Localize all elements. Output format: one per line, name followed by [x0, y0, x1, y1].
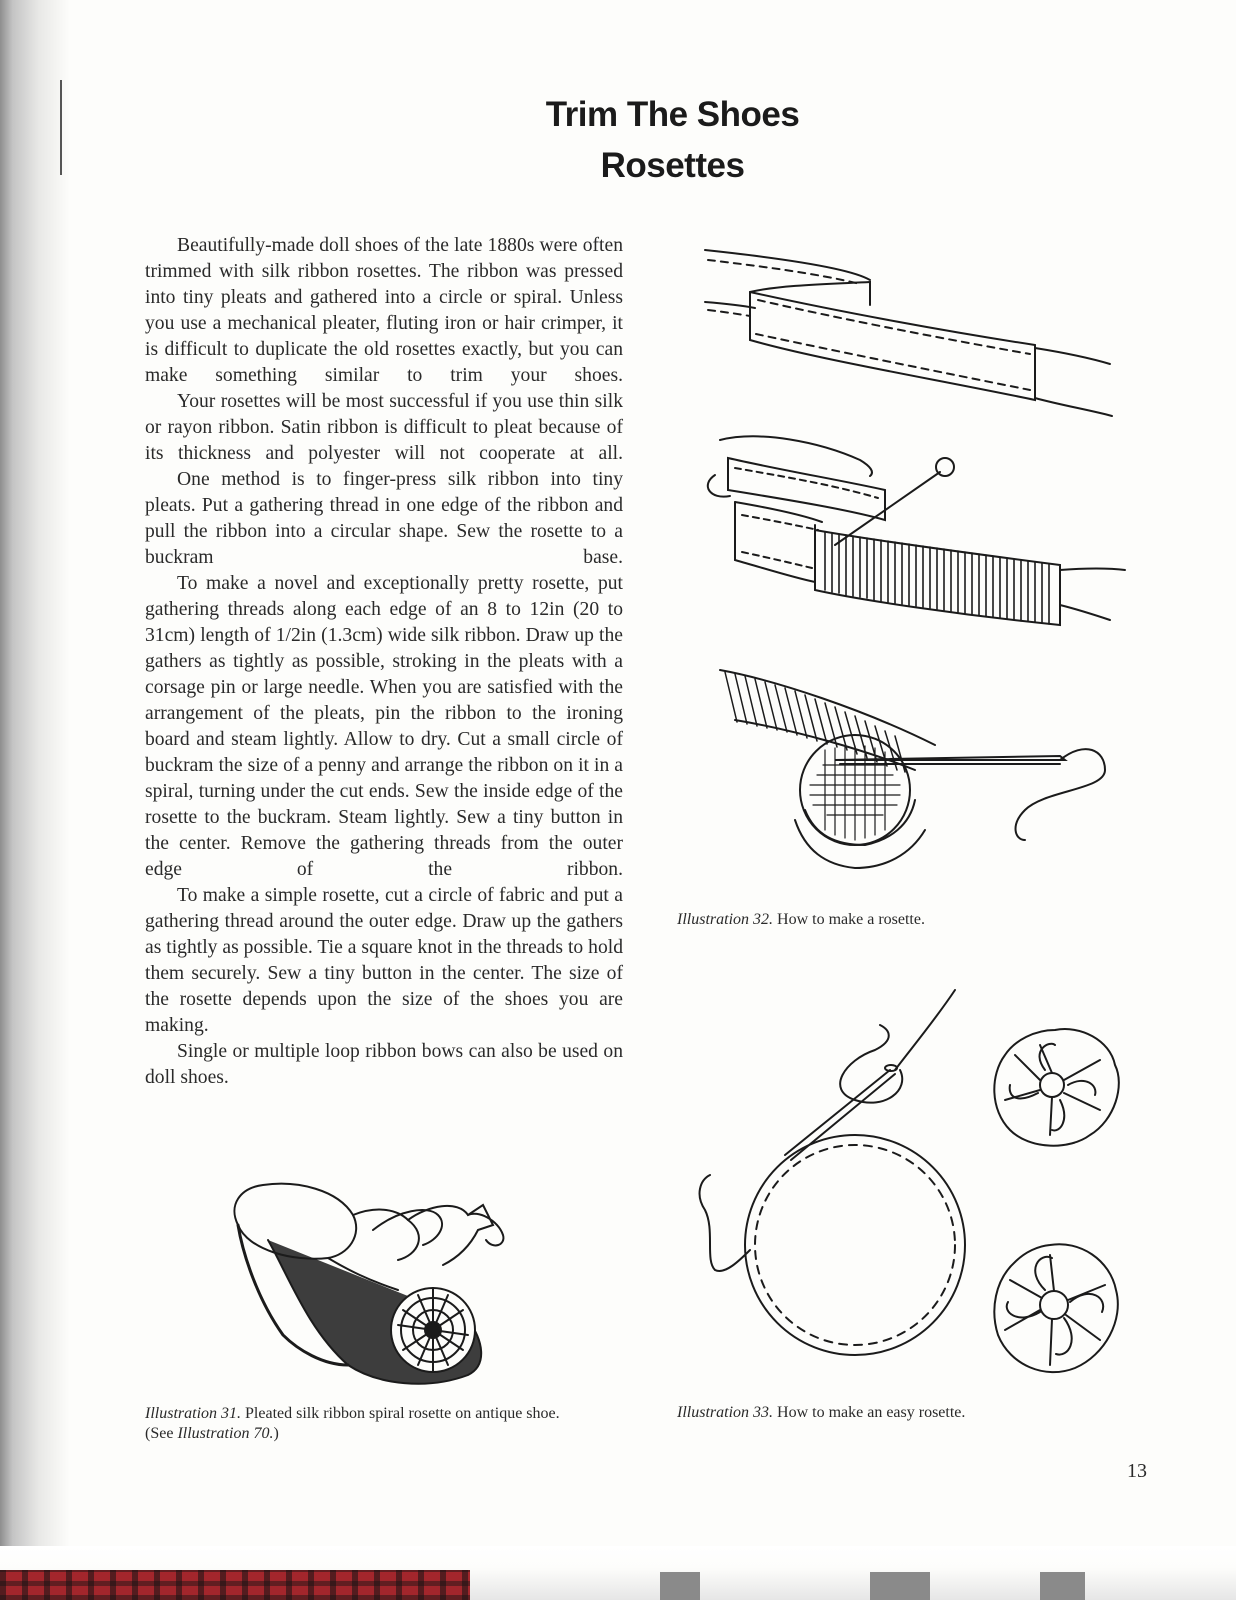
- page-subtitle: Rosettes: [600, 146, 745, 185]
- caption-text: How to make an easy rosette.: [777, 1404, 966, 1421]
- ribbon-folded-icon: [700, 240, 1120, 420]
- illustration-33-caption: [677, 1403, 965, 1423]
- background-shadow: [1040, 1572, 1085, 1600]
- body-text-column: [145, 233, 623, 1091]
- page-number: 13: [1127, 1460, 1147, 1482]
- body-paragraph: One method is to finger-press silk ribbon into tiny pleats. Put a gathering thread in one edge of the ribbon and pull the ribbon into a circular shape. Sew the rosette to a buckram base.: [145, 469, 623, 568]
- pleated-ribbon-with-pin-icon: [700, 430, 1130, 630]
- caption-text: How to make a rosette.: [777, 911, 925, 928]
- spine-fold-line: [60, 80, 62, 175]
- spine-shadow: [0, 0, 70, 1600]
- body-paragraph: Beautifully-made doll shoes of the late 1880s were often trimmed with silk ribbon rosettes. The ribbon was pressed into tiny pleats and gathered into a circle or spiral. Unless you use a mechanical pleater, fluting iron or hair crimper, it is difficult to duplicate the old rosettes exactly, but you can make something similar to trim your shoes.: [145, 235, 623, 386]
- finished-rosette-icon: [990, 1025, 1130, 1175]
- illustration-31-caption: [145, 1404, 615, 1444]
- finished-rosette-icon: [990, 1240, 1125, 1385]
- caption-label: Illustration 33.: [677, 1404, 774, 1421]
- spiral-rosette-with-needle-icon: [715, 660, 1135, 880]
- caption-label: Illustration 32.: [677, 911, 774, 928]
- caption-label: Illustration 31.: [145, 1405, 242, 1422]
- body-paragraph: To make a simple rosette, cut a circle of fabric and put a gathering thread around the outer edge. Draw up the gathers as tightly as possible. Tie a square knot in the threads to hold them securely. Sew a tiny button in the center. The size of the rosette depends upon the size of the shoes you are making.: [145, 885, 623, 1036]
- caption-see-suffix: ): [273, 1425, 279, 1442]
- fabric-circle-with-needle-icon: [695, 990, 985, 1360]
- page-title: Trim The Shoes: [545, 95, 800, 134]
- caption-see-reference: Illustration 70.: [177, 1425, 274, 1442]
- body-paragraph: To make a novel and exceptionally pretty rosette, put gathering threads along each edge of an 8 to 12in (20 to 31cm) length of 1/2in (1.3cm) wide silk ribbon. Draw up the gathers as tightly as possible, stroking in the pleats with a corsage pin or large needle. When you are satisfied with the arrangement of the pleats, pin the ribbon to the ironing board and steam lightly. Allow to dry. Cut a small circle of buckram the size of a penny and arrange the ribbon on it in a spiral, turning under the cut ends. Sew the inside edge of the rosette to the buckram. Steam lightly. Sew a tiny button in the center. Remove the gathering threads from the outer edge of the ribbon.: [145, 573, 623, 880]
- body-paragraph: Your rosettes will be most successful if you use thin silk or rayon ribbon. Satin ribbon is difficult to pleat because of its thickness and polyester will not cooperate at all.: [145, 391, 623, 464]
- illustration-32-caption: [677, 910, 925, 930]
- plaid-fabric-edge: [0, 1570, 470, 1600]
- background-shadow: [870, 1572, 930, 1600]
- background-shadow: [660, 1572, 700, 1600]
- body-paragraph: Single or multiple loop ribbon bows can also be used on doll shoes.: [145, 1041, 623, 1088]
- caption-see-prefix: (See: [145, 1425, 174, 1442]
- caption-text: Pleated silk ribbon spiral rosette on antique shoe.: [245, 1405, 560, 1422]
- antique-shoe-with-rosette-icon: [228, 1180, 513, 1390]
